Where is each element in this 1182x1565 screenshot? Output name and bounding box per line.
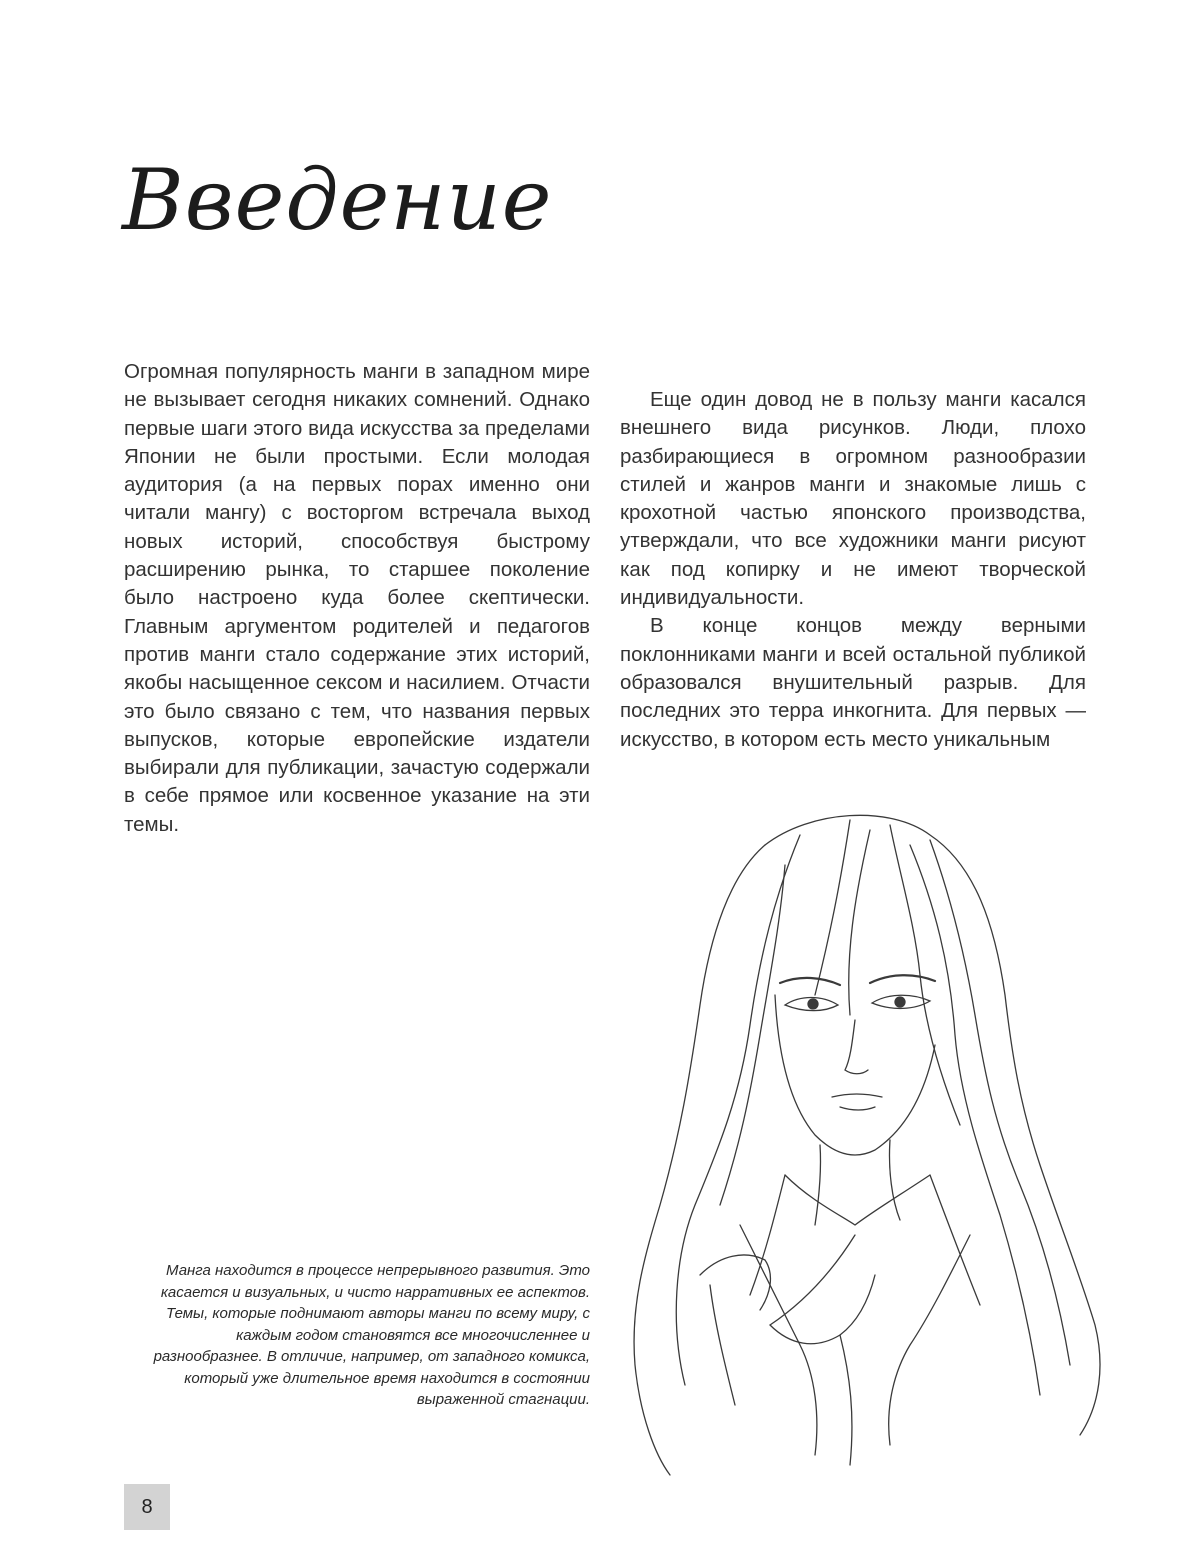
chapter-title: Введение — [122, 151, 553, 249]
manga-character-illustration — [600, 805, 1110, 1485]
figure-caption: Манга находится в процессе непрерывного развития. Это касается и визуальных, и чисто нарративных ее аспектов. Темы, которые поднимают авторы манги по всему миру, с каждым годом становятся все многочисленнее и разнообразнее. В отличие, например, от западного комикса, который уже длительное время находится в состоянии выраженной стагнации. — [153, 1262, 590, 1408]
page-number: 8 — [124, 1484, 170, 1530]
body-column-right — [620, 386, 1086, 754]
body-column-left — [124, 358, 590, 839]
paragraph-drawings: Еще один довод не в пользу манги касался внешнего вида рисунков. Люди, плохо разбирающиеся в огромном разнообразии стилей и жанров манги и знакомые лишь с крохотной частью японского производства, утверждали, что все художники манги рисуют как под копирку и не имеют творческой индивидуальности. — [620, 388, 1086, 610]
paragraph-gap: В конце концов между верными поклонниками манги и всей остальной публикой образовался внушительный разрыв. Для последних это терра инкогнита. Для первых — искусство, в котором есть место уникальным — [620, 614, 1086, 751]
paragraph-intro: Огромная популярность манги в западном мире не вызывает сегодня никаких сомнений. Однако первые шаги этого вида искусства за пределами Японии не были простыми. Если молодая аудитория (а на первых порах именно они читали мангу) с восторгом встречала выход новых историй, способствуя быстрому расширению рынка, то старшее поколение было настроено куда более скептически. Главным аргументом родителей и педагогов против манги стало содержание этих историй, якобы насыщенное сексом и насилием. Отчасти это было связано с тем, что названия первых выпусков, которые европейские издатели выбирали для публикации, зачастую содержали в себе прямое или косвенное указание на эти темы. — [124, 360, 590, 836]
